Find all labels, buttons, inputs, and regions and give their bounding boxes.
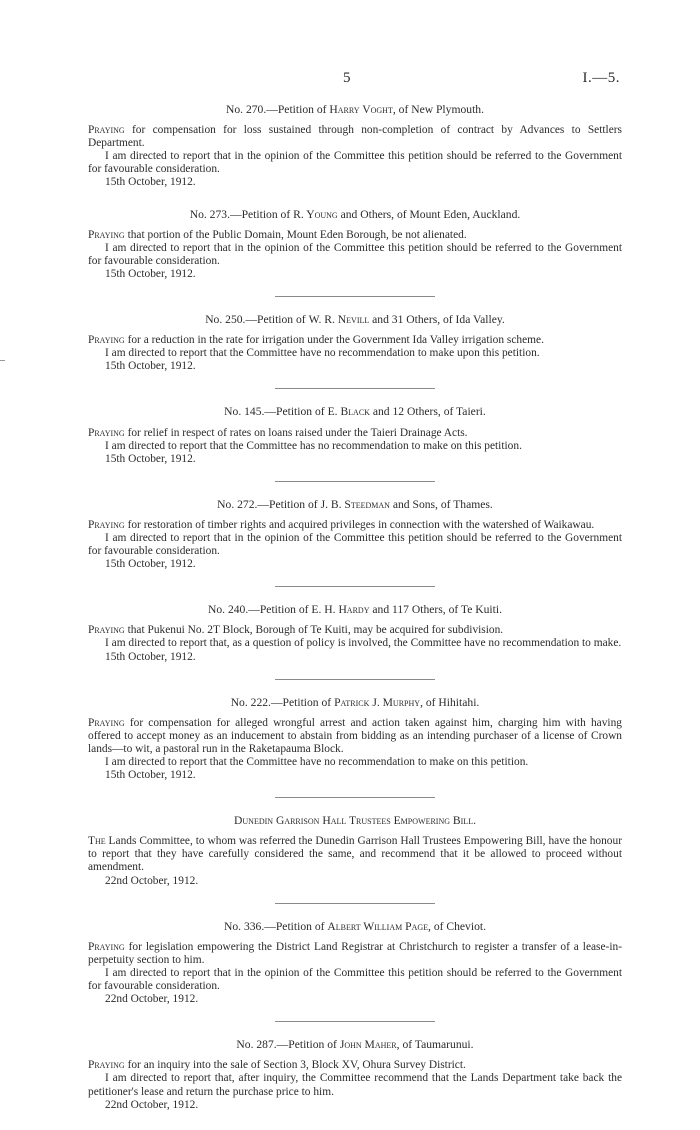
report-date: 15th October, 1912. xyxy=(105,650,196,663)
report-text: I am directed to report that in the opinion of the Committee this petition should be referred to the Government for favourable consideration. xyxy=(88,966,622,993)
section-divider xyxy=(275,586,435,587)
prayer-text xyxy=(88,624,622,637)
prayer-body: for compensation for alleged wrongful arrest and action taken against him, charging him with having offered to accept money as an inducement to abstain from bidding as an intending purchaser of a license of Crown lands—to wit, a pastoral run in the Raketapauma Block. xyxy=(88,716,622,755)
heading-prefix: No. 272.—Petition of xyxy=(217,497,321,511)
petition-entry xyxy=(88,920,622,1007)
prayer-text xyxy=(88,941,622,967)
petitioner-name: John Maher xyxy=(339,1038,397,1052)
report-date: 22nd October, 1912. xyxy=(105,874,199,887)
petitioner-name: Albert William Page xyxy=(327,919,429,933)
report-date: 22nd October, 1912. xyxy=(105,1098,199,1111)
petition-entry xyxy=(88,498,622,571)
report-text: I am directed to report that in the opinion of the Committee this petition should be referred to the Government for favourable consideration. xyxy=(88,150,622,176)
petition-heading xyxy=(88,313,622,326)
prayer-lead: Praying xyxy=(88,1059,125,1072)
petition-entry xyxy=(88,696,622,783)
heading-suffix: and 12 Others, of Taieri. xyxy=(369,405,486,419)
section-divider xyxy=(275,903,435,904)
prayer-text xyxy=(88,1059,622,1072)
prayer-body: for a reduction in the rate for irrigation under the Government Ida Valley irrigation scheme. xyxy=(124,334,544,347)
petitioner-name: E. H. Hardy xyxy=(311,603,370,617)
report-date: 22nd October, 1912. xyxy=(105,993,199,1006)
petitions-list xyxy=(88,103,622,1112)
section-divider xyxy=(275,797,435,798)
report-lead: The xyxy=(88,835,106,848)
petitioner-name: R. Young xyxy=(293,207,338,221)
prayer-text xyxy=(88,519,622,532)
prayer-text xyxy=(88,427,622,440)
petition-entry xyxy=(88,603,622,663)
page-header xyxy=(0,70,700,90)
report-date: 15th October, 1912. xyxy=(105,176,196,189)
prayer-body: for compensation for loss sustained through non-completion of contract by Advances to Settlers Department. xyxy=(88,124,622,150)
heading-prefix: No. 273.—Petition of xyxy=(189,207,294,221)
petition-heading xyxy=(88,1038,622,1051)
bill-report-text xyxy=(88,835,622,874)
heading-prefix: No. 336.—Petition of xyxy=(224,919,328,933)
section-divider xyxy=(275,1021,435,1022)
bill-heading xyxy=(88,814,622,827)
heading-suffix: and Others, of Mount Eden, Auckland. xyxy=(337,207,521,221)
prayer-body: that Pukenui No. 2T Block, Borough of Te Kuiti, may be acquired for subdivision. xyxy=(124,624,504,637)
report-date: 15th October, 1912. xyxy=(105,267,196,280)
heading-prefix: No. 240.—Petition of xyxy=(208,603,312,617)
heading-prefix: No. 270.—Petition of xyxy=(226,103,330,116)
report-body: Lands Committee, to whom was referred the Dunedin Garrison Hall Trustees Empowering Bill, have the honour to report that they have carefully considered the same, and recommend that it be allowed to proceed without amendment. xyxy=(88,835,622,874)
margin-mark xyxy=(0,360,5,361)
prayer-text xyxy=(88,229,622,242)
report-date: 15th October, 1912. xyxy=(105,360,196,373)
prayer-body: for legislation empowering the District Land Registrar at Christchurch to register a transfer of a lease-in-perpetuity section to him. xyxy=(88,940,622,966)
report-text: I am directed to report that the Committee have no recommendation to make on this petition. xyxy=(105,756,529,768)
section-divider xyxy=(275,388,435,389)
heading-prefix: No. 287.—Petition of xyxy=(236,1038,340,1052)
petition-heading xyxy=(88,920,622,933)
petitioner-name: J. B. Steedman xyxy=(320,497,390,511)
prayer-lead: Praying xyxy=(88,624,125,637)
petition-heading xyxy=(88,696,622,709)
petition-heading xyxy=(88,603,622,616)
prayer-lead: Praying xyxy=(88,518,125,531)
petition-entry xyxy=(88,313,622,373)
bill-title: Dunedin Garrison Hall Trustees Empowering Bill. xyxy=(234,814,476,828)
heading-prefix: No. 222.—Petition of xyxy=(230,695,335,709)
document-reference: I.—5. xyxy=(582,70,620,86)
petitioner-name: W. R. Nevill xyxy=(308,313,370,327)
section-divider xyxy=(275,296,435,297)
petition-entry xyxy=(88,405,622,465)
report-text: I am directed to report that the Committee has no recommendation to make on this petition. xyxy=(105,439,522,452)
report-text: I am directed to report that in the opinion of the Committee this petition should be referred to the Government for favourable consideration. xyxy=(88,241,622,267)
prayer-body: that portion of the Public Domain, Mount Eden Borough, be not alienated. xyxy=(124,228,467,241)
prayer-lead: Praying xyxy=(88,940,125,953)
prayer-lead: Praying xyxy=(88,334,125,347)
bill-entry xyxy=(88,814,622,887)
petition-entry xyxy=(88,1038,622,1111)
petition-entry xyxy=(88,103,622,190)
report-text: I am directed to report that the Committee have no recommendation to make upon this petition. xyxy=(105,347,540,360)
heading-suffix: , of Taumarunui. xyxy=(396,1038,474,1052)
prayer-lead: Praying xyxy=(88,426,125,439)
prayer-text xyxy=(88,717,622,756)
report-date: 15th October, 1912. xyxy=(105,558,196,571)
heading-prefix: No. 145.—Petition of xyxy=(224,405,328,419)
heading-suffix: , of Hihitahi. xyxy=(420,695,480,709)
heading-suffix: and 31 Others, of Ida Valley. xyxy=(369,313,505,327)
section-divider xyxy=(275,481,435,482)
section-divider xyxy=(275,679,435,680)
prayer-text xyxy=(88,334,622,347)
heading-prefix: No. 250.—Petition of xyxy=(205,313,309,327)
report-text: I am directed to report that, after inquiry, the Committee recommend that the Lands Department take back the petitioner's lease and return the purchase price to him. xyxy=(88,1072,622,1098)
heading-suffix: , of Cheviot. xyxy=(428,919,486,933)
petitioner-name: E. Black xyxy=(327,405,370,419)
heading-suffix: , of New Plymouth. xyxy=(392,103,484,116)
report-text: I am directed to report that in the opinion of the Committee this petition should be referred to the Government for favourable consideration. xyxy=(88,531,622,558)
page-number: 5 xyxy=(343,70,351,86)
petition-entry xyxy=(88,208,622,281)
report-date: 15th October, 1912. xyxy=(105,769,196,782)
petition-heading xyxy=(88,498,622,511)
petition-heading xyxy=(88,103,622,116)
prayer-body: for restoration of timber rights and acquired privileges in connection with the watershed of Waikawau. xyxy=(124,518,595,531)
prayer-text xyxy=(88,124,622,150)
heading-suffix: and 117 Others, of Te Kuiti. xyxy=(369,603,502,617)
report-text: I am directed to report that, as a question of policy is involved, the Committee have no recommendation to make. xyxy=(105,637,622,650)
report-date: 15th October, 1912. xyxy=(105,452,196,465)
prayer-lead: Praying xyxy=(88,228,125,241)
petition-heading xyxy=(88,405,622,418)
petitioner-name: Harry Voght xyxy=(329,103,393,116)
heading-suffix: and Sons, of Thames. xyxy=(389,497,493,511)
entry-gap xyxy=(88,190,622,208)
petitioner-name: Patrick J. Murphy xyxy=(334,695,421,709)
prayer-body: for an inquiry into the sale of Section 3, Block XV, Ohura Survey District. xyxy=(124,1059,466,1072)
prayer-body: for relief in respect of rates on loans raised under the Taieri Drainage Acts. xyxy=(124,426,468,439)
prayer-lead: Praying xyxy=(88,716,125,729)
petition-heading xyxy=(88,208,622,221)
prayer-lead: Praying xyxy=(88,124,125,137)
